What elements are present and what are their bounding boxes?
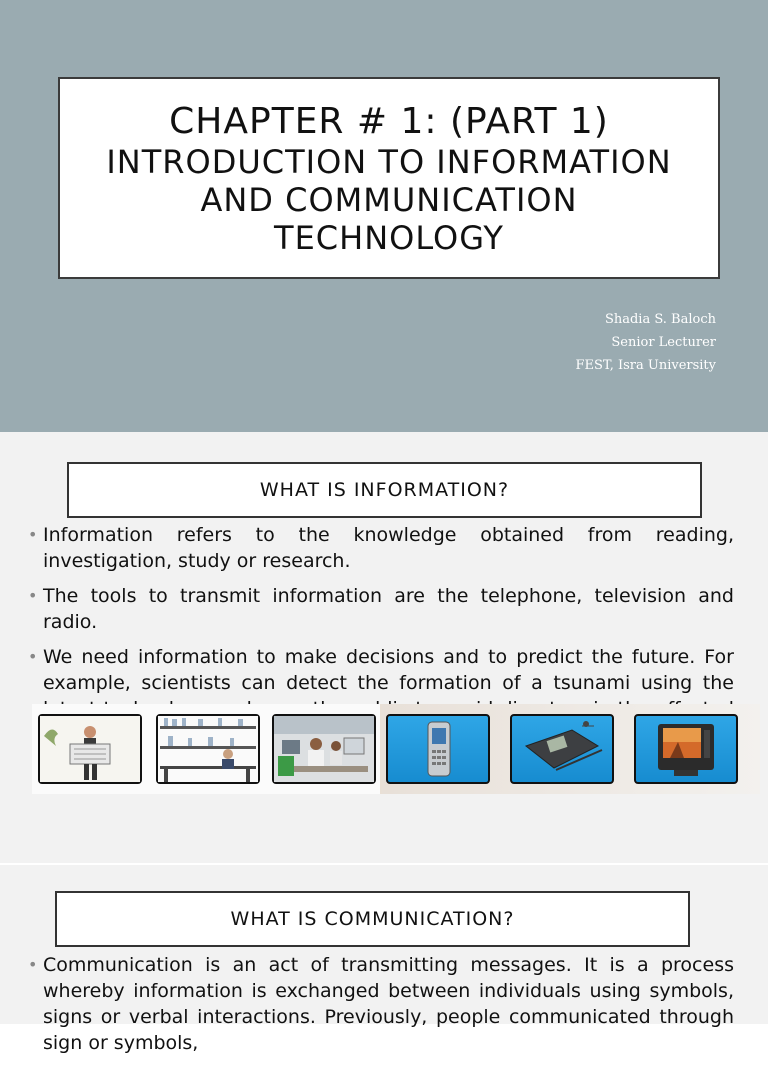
chapter-subtitle: INTRODUCTION TO INFORMATION AND COMMUNICATION TECHNOLOGY — [106, 143, 672, 257]
title-box — [58, 77, 720, 279]
author-block — [576, 308, 716, 377]
bullet-list — [28, 952, 734, 1065]
bullet-item: • We need information to make decisions and to predict the future. For example, scientists can detect the formation of a tsunami using the — [28, 644, 734, 748]
author-org: FEST, Isra University — [575, 358, 716, 373]
mobile-phone-image — [386, 714, 490, 784]
image-strip — [32, 704, 760, 794]
television-image — [634, 714, 738, 784]
slide-heading: WHAT IS COMMUNICATION? — [55, 891, 690, 947]
chapter-title: CHAPTER # 1: (PART 1) — [169, 101, 609, 142]
pda-device-image — [510, 714, 614, 784]
information-slide — [0, 432, 768, 865]
title-slide — [0, 0, 768, 432]
author-name: Shadia S. Baloch — [604, 312, 716, 327]
computer-lab-image — [272, 714, 376, 784]
newspaper-reader-image — [38, 714, 142, 784]
bullet-item: • Information refers to the knowledge obtained from reading, investigation, study or research. — [28, 522, 734, 574]
bullet-item: • The tools to transmit information are the telephone, television and radio. — [28, 583, 734, 635]
author-role: Senior Lecturer — [611, 335, 716, 350]
laboratory-image — [156, 714, 260, 784]
communication-slide — [0, 865, 768, 1054]
slide-heading: WHAT IS INFORMATION? — [67, 462, 702, 518]
bullet-item: • Communication is an act of transmitting messages. It is a process whereby information is exchanged between individuals using symbols, signs or verbal interactions. Previously, people communicated through sign or symbols, — [28, 952, 734, 1056]
